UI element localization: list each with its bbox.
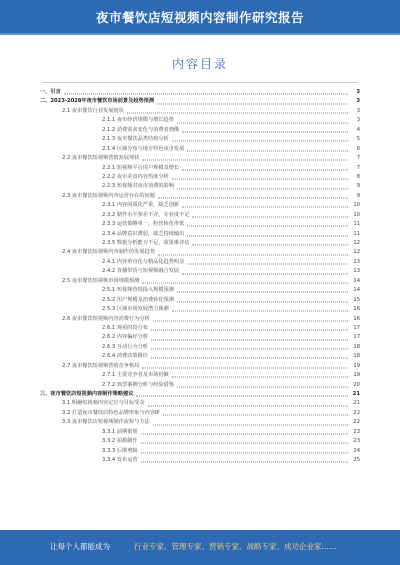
toc-entry[interactable] bbox=[40, 315, 360, 324]
header-divider bbox=[0, 33, 400, 35]
toc-leader-dots bbox=[151, 339, 348, 340]
toc-leader-dots bbox=[182, 131, 348, 132]
toc-entry-title: 3.3.4 发布运营 bbox=[102, 457, 138, 464]
toc-leader-dots bbox=[187, 264, 348, 265]
toc-entry[interactable] bbox=[40, 239, 360, 248]
toc-entry-title: 2.2 夜市餐饮短视频营销发展现状 bbox=[62, 155, 140, 162]
toc-leader-dots bbox=[148, 405, 348, 406]
toc-entry[interactable] bbox=[40, 399, 360, 408]
toc-entry-page: 10 bbox=[353, 211, 360, 218]
toc-entry[interactable] bbox=[40, 220, 360, 229]
toc-entry-page: 3 bbox=[356, 107, 360, 114]
toc-entry[interactable] bbox=[40, 211, 360, 220]
toc-heading: 内容目录 bbox=[171, 57, 228, 71]
toc-entry-title: 2.1.2 消费需求变化与消费者画像 bbox=[102, 126, 180, 133]
toc-entry-page: 4 bbox=[356, 126, 360, 133]
toc-leader-dots bbox=[153, 424, 348, 425]
toc-entry-page: 19 bbox=[353, 372, 360, 379]
toc-entry[interactable] bbox=[40, 97, 360, 106]
toc-leader-dots bbox=[64, 94, 348, 95]
toc-leader-dots bbox=[142, 160, 348, 161]
toc-entry-title: 2.4.1 内容垂直化与精品化趋势明显 bbox=[102, 258, 185, 265]
toc-entry[interactable] bbox=[40, 277, 360, 286]
toc-entry[interactable] bbox=[40, 437, 360, 446]
toc-leader-dots bbox=[172, 179, 348, 180]
toc-entry-title: 2.2.3 短视频对夜市消费的影响 bbox=[102, 183, 174, 190]
toc-entry-page: 22 bbox=[353, 409, 360, 416]
toc-entry-page: 18 bbox=[353, 353, 360, 360]
toc-entry[interactable] bbox=[40, 145, 360, 154]
toc-entry-page: 16 bbox=[353, 315, 360, 322]
toc-entry-page: 17 bbox=[353, 334, 360, 341]
toc-entry-page: 21 bbox=[352, 391, 360, 397]
toc-entry-title: 2.1 夜市餐饮行业发展现状 bbox=[62, 107, 124, 114]
toc-entry[interactable] bbox=[40, 182, 360, 191]
toc-entry-page: 7 bbox=[356, 164, 360, 171]
toc-leader-dots bbox=[158, 254, 348, 255]
toc-entry-page: 9 bbox=[356, 183, 360, 190]
toc-entry[interactable] bbox=[40, 286, 360, 295]
toc-entry-title: 一、引言 bbox=[40, 89, 61, 95]
toc-entry-page: 11 bbox=[353, 230, 360, 237]
toc-leader-dots bbox=[177, 301, 348, 302]
toc-entry-title: 2.1.4 区域分布与地方特色夜市发展 bbox=[102, 145, 185, 152]
toc-leader-dots bbox=[141, 462, 348, 463]
toc-leader-dots bbox=[127, 113, 348, 114]
toc-entry-title: 2.3.3 运营策略单一，粉丝转化率低 bbox=[102, 221, 185, 228]
toc-entry-title: 3.3.2 拍摄制作 bbox=[102, 438, 138, 445]
toc-entry-title: 2.1.1 夜市经济规模与增长趋势 bbox=[102, 117, 174, 124]
toc-entry-page: 23 bbox=[353, 438, 360, 445]
toc-leader-dots bbox=[192, 216, 348, 217]
toc-entry-page: 10 bbox=[353, 202, 360, 209]
toc-entry-page: 3 bbox=[356, 89, 360, 95]
toc-leader-dots bbox=[142, 282, 348, 283]
toc-entry[interactable] bbox=[40, 324, 360, 333]
toc-leader-dots bbox=[182, 207, 348, 208]
toc-entry-title: 2.6.2 内容偏好分析 bbox=[102, 334, 148, 341]
toc-entry-page: 20 bbox=[353, 381, 360, 388]
toc-entry-page: 8 bbox=[356, 173, 360, 180]
toc-leader-dots bbox=[142, 367, 348, 368]
toc-entry[interactable] bbox=[40, 248, 360, 257]
toc-entry[interactable] bbox=[40, 362, 360, 371]
toc-leader-dots bbox=[192, 245, 348, 246]
toc-entry-page: 19 bbox=[353, 362, 360, 369]
toc-entry-title: 2.5 夜市餐饮短视频市场规模预测 bbox=[62, 277, 140, 284]
toc-entry[interactable] bbox=[40, 371, 360, 380]
toc-entry-page: 13 bbox=[353, 258, 360, 265]
toc-entry[interactable] bbox=[40, 352, 360, 361]
toc-entry-page: 7 bbox=[356, 155, 360, 162]
toc-entry-page: 23 bbox=[353, 428, 360, 435]
toc-entry-page: 15 bbox=[353, 296, 360, 303]
toc-entry-page: 13 bbox=[353, 268, 360, 275]
toc-entry-page: 14 bbox=[353, 277, 360, 284]
toc-entry-page: 12 bbox=[353, 249, 360, 256]
toc-leader-dots bbox=[151, 358, 348, 359]
toc-entry[interactable] bbox=[40, 267, 360, 276]
toc-leader-dots bbox=[182, 169, 348, 170]
toc-entry[interactable] bbox=[40, 456, 360, 465]
toc-entry[interactable] bbox=[40, 418, 360, 427]
toc-entry[interactable] bbox=[40, 230, 360, 239]
toc-entry[interactable] bbox=[40, 381, 360, 390]
toc-entry-title: 2.4 夜市餐饮短视频内容制作的发展趋势 bbox=[62, 249, 155, 256]
toc-entry[interactable] bbox=[40, 135, 360, 144]
toc-entry-page: 6 bbox=[356, 145, 360, 152]
toc-leader-dots bbox=[187, 150, 348, 151]
toc-entry-page: 12 bbox=[353, 240, 360, 246]
toc-entry-title: 3.3.1 前期策划 bbox=[102, 428, 138, 435]
table-of-contents bbox=[40, 88, 360, 466]
toc-entry-page: 3 bbox=[356, 117, 360, 124]
toc-entry[interactable] bbox=[40, 409, 360, 418]
toc-entry-title: 二、2023-2028年夜市餐饮市场前景及趋势预测 bbox=[40, 98, 155, 105]
toc-entry-title: 3.3.3 后期剪辑 bbox=[102, 447, 138, 454]
toc-entry-page: 25 bbox=[353, 457, 360, 464]
toc-entry-page: 24 bbox=[353, 447, 360, 454]
page-marker: · bbox=[348, 517, 350, 523]
toc-entry-page: 9 bbox=[356, 192, 360, 199]
toc-entry-title: 3.1 明确短视频内容定位与目标受众 bbox=[62, 400, 145, 407]
toc-leader-dots bbox=[136, 396, 348, 397]
toc-entry-title: 2.6.1 观看时段分布 bbox=[102, 324, 148, 331]
toc-entry-title: 2.7.1 主要竞争者及市场份额 bbox=[102, 372, 169, 379]
footer-tagline: 行业专家、管理专家、营销专家、战略专家、成功企业家…… bbox=[134, 542, 337, 551]
toc-entry[interactable] bbox=[40, 88, 360, 97]
toc-entry[interactable] bbox=[40, 305, 360, 314]
toc-entry-title: 2.3 夜市餐饮短视频内容运营存在的问题 bbox=[62, 192, 155, 199]
toc-entry-page: 11 bbox=[353, 221, 360, 228]
report-title: 夜市餐饮店短视频内容制作研究报告 bbox=[95, 10, 304, 25]
toc-heading-divider bbox=[42, 82, 358, 83]
footer-bar bbox=[0, 530, 400, 565]
toc-leader-dots bbox=[157, 103, 348, 104]
toc-entry[interactable] bbox=[40, 390, 360, 399]
toc-entry-title: 2.7 夜市餐饮短视频营销竞争格局 bbox=[62, 362, 140, 369]
toc-entry-title: 2.2.2 夜市美食内容热度分析 bbox=[102, 173, 169, 180]
toc-leader-dots bbox=[151, 330, 348, 331]
toc-leader-dots bbox=[187, 226, 348, 227]
toc-entry[interactable] bbox=[40, 296, 360, 305]
header-bar bbox=[0, 0, 400, 33]
toc-leader-dots bbox=[177, 188, 348, 189]
toc-entry[interactable] bbox=[40, 126, 360, 135]
toc-leader-dots bbox=[151, 349, 348, 350]
toc-entry-title: 2.6.4 消费决策路径 bbox=[102, 353, 148, 360]
toc-entry-title: 2.3.1 内容同质化严重，缺乏创新 bbox=[102, 202, 180, 209]
toc-entry[interactable] bbox=[40, 201, 360, 210]
toc-entry[interactable] bbox=[40, 116, 360, 125]
toc-entry[interactable] bbox=[40, 343, 360, 352]
toc-entry[interactable] bbox=[40, 428, 360, 437]
toc-entry-page: 14 bbox=[353, 287, 360, 294]
toc-entry-title: 2.5.2 用户规模及消费转化预测 bbox=[102, 296, 174, 303]
toc-leader-dots bbox=[172, 377, 348, 378]
toc-entry[interactable] bbox=[40, 164, 360, 173]
toc-leader-dots bbox=[158, 198, 348, 199]
toc-entry-page: 16 bbox=[353, 306, 360, 313]
toc-entry-title: 3.3 夜市餐饮店短视频制作流程与方法 bbox=[62, 419, 150, 426]
toc-entry-page: 22 bbox=[353, 419, 360, 426]
toc-leader-dots bbox=[172, 141, 348, 142]
toc-entry[interactable] bbox=[40, 173, 360, 182]
toc-entry[interactable] bbox=[40, 107, 360, 116]
toc-leader-dots bbox=[163, 415, 348, 416]
footer-text: 让每个人都能成为 bbox=[50, 542, 110, 551]
toc-entry[interactable] bbox=[40, 192, 360, 201]
toc-entry[interactable] bbox=[40, 333, 360, 342]
toc-leader-dots bbox=[153, 320, 348, 321]
toc-entry-title: 2.6 夜市餐饮短视频内容消费行为分析 bbox=[62, 315, 150, 322]
toc-entry-title: 2.5.3 区域市场发展潜力预测 bbox=[102, 306, 169, 313]
toc-entry[interactable] bbox=[40, 258, 360, 267]
toc-leader-dots bbox=[141, 443, 348, 444]
toc-entry-title: 2.5.1 短视频营销投入规模预测 bbox=[102, 287, 174, 294]
toc-entry-title: 3.2 打造夜市餐饮店特色品牌形象与内容IP bbox=[62, 409, 160, 416]
toc-leader-dots bbox=[141, 452, 348, 453]
toc-entry-title: 2.2.1 短视频平台用户规模及增长 bbox=[102, 164, 180, 171]
toc-entry[interactable] bbox=[40, 447, 360, 456]
toc-leader-dots bbox=[187, 235, 348, 236]
toc-entry[interactable] bbox=[40, 154, 360, 163]
toc-entry-page: 3 bbox=[356, 98, 360, 105]
toc-entry-page: 21 bbox=[353, 400, 360, 407]
toc-entry-title: 2.6.3 互动行为分析 bbox=[102, 343, 148, 350]
toc-leader-dots bbox=[141, 433, 348, 434]
toc-entry-page: 18 bbox=[353, 343, 360, 350]
toc-entry-title: 2.3.2 制作水平参差不齐，专业度不足 bbox=[102, 211, 190, 218]
toc-entry-title: 2.1.3 夜市餐饮品类结构分析 bbox=[102, 136, 169, 143]
toc-leader-dots bbox=[177, 122, 348, 123]
toc-entry-title: 2.7.2 典型案例分析与经验借鉴 bbox=[102, 381, 174, 388]
toc-entry-page: 5 bbox=[356, 136, 360, 143]
toc-entry-title: 2.3.4 品牌意识薄弱，缺乏持续输出 bbox=[102, 230, 185, 237]
toc-leader-dots bbox=[172, 311, 348, 312]
toc-entry-title: 2.4.2 直播带货与短视频融合发展 bbox=[102, 268, 180, 275]
toc-leader-dots bbox=[177, 292, 348, 293]
toc-entry-title: 三、夜市餐饮店短视频内容制作策略建议 bbox=[40, 391, 134, 397]
toc-leader-dots bbox=[177, 386, 348, 387]
toc-entry-page: 17 bbox=[353, 324, 360, 331]
toc-leader-dots bbox=[182, 273, 348, 274]
toc-entry-title: 2.3.5 数据分析能力不足，效果难评估 bbox=[102, 240, 190, 246]
